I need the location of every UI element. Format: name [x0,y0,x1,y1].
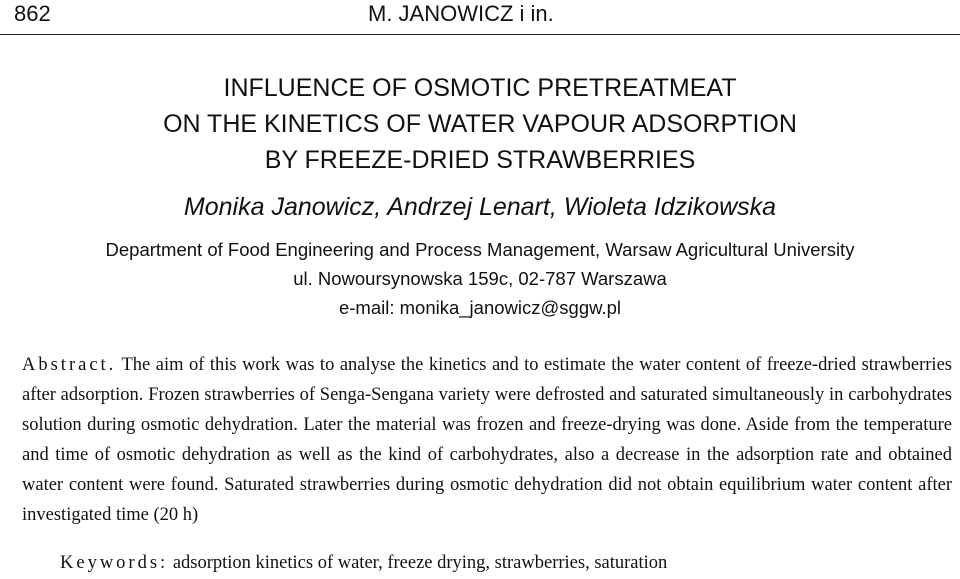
affiliation-department: Department of Food Engineering and Process Management, Warsaw Agricultural University [105,239,855,260]
author-list: Monika Janowicz, Andrzej Lenart, Wioleta Idzikowska [183,193,777,221]
abstract [22,350,952,530]
keywords-label: Keywords: [60,553,169,573]
title-line: BY FREEZE-DRIED STRAWBERRIES [264,146,696,174]
affiliation-address: ul. Nowoursynowska 159c, 02-787 Warszawa [293,268,667,289]
abstract-text: The aim of this work was to analyse the kinetics and to estimate the water content of freeze-dried strawberries after adsorption. Frozen strawberries of Senga-Sengana variety were defrosted and saturated simultaneously in carbohydrates solution during osmotic dehydration. Later the material was frozen and freeze-drying was done. Aside from the temperature and time of osmotic dehydration as well as the kind of carbohydrates, also a decrease in the adsorption rate and obtained water content were found. Saturated strawberries during osmotic dehydration did not obtain equilibrium water content after investigated time (20 h) [22,355,952,525]
running-head: M. JANOWICZ i in. [368,1,554,26]
abstract-label: Abstract. [22,355,117,375]
page-number: 862 [14,1,51,26]
keywords [58,548,948,578]
keywords-text: adsorption kinetics of water, freeze drying, strawberries, saturation [172,553,668,573]
title-line: ON THE KINETICS OF WATER VAPOUR ADSORPTION [163,110,797,138]
title-line: INFLUENCE OF OSMOTIC PRETREATMEAT [223,74,737,102]
affiliation-email: e-mail: monika_janowicz@sggw.pl [338,297,621,318]
paper-title [0,70,960,178]
header-rule [0,34,960,35]
